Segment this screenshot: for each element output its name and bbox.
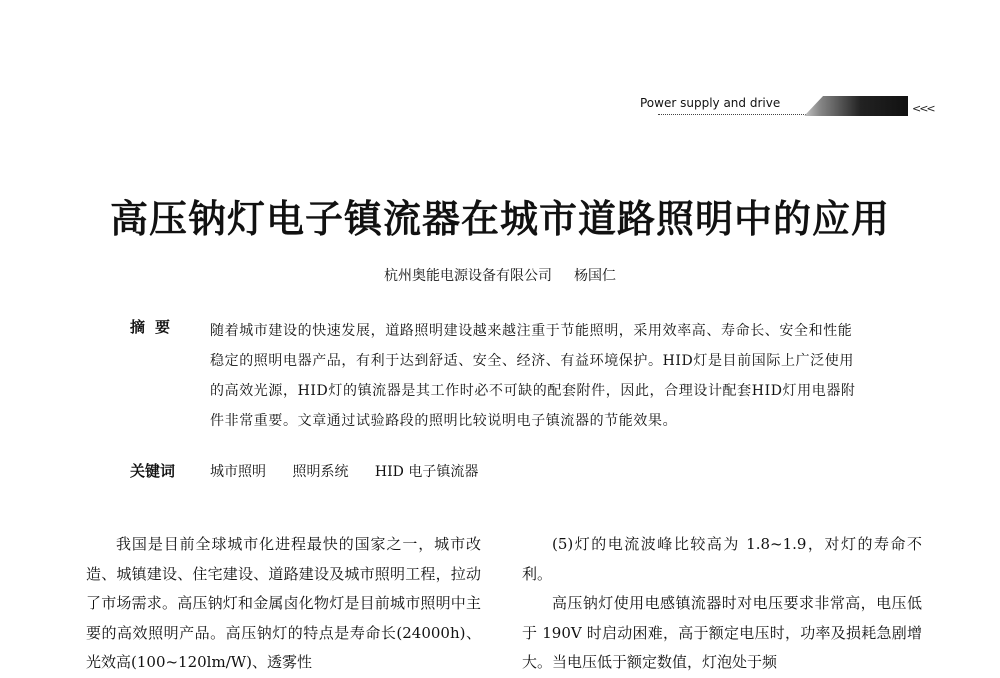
header-decorative-band — [790, 96, 908, 116]
page-header — [640, 96, 950, 122]
chevron-left-icon: <<< — [912, 102, 934, 115]
keyword: 照明系统 — [292, 464, 349, 480]
section-label: Power supply and drive — [640, 96, 781, 110]
body-column-right — [522, 530, 922, 678]
header-dotted-rule — [658, 114, 828, 115]
keyword: 城市照明 — [210, 464, 266, 480]
author-line — [0, 265, 1000, 285]
keywords-list — [210, 461, 500, 481]
article-title: 高压钠灯电子镇流器在城市道路照明中的应用 — [109, 197, 890, 241]
abstract-label: 摘要 — [130, 318, 181, 336]
body-paragraph: (5)灯的电流波峰比较高为 1.8~1.9，对灯的寿命不利。 — [522, 535, 922, 583]
keyword: HID 电子镇流器 — [374, 464, 479, 480]
author-name: 杨国仁 — [574, 268, 616, 284]
body-paragraph: 高压钠灯使用电感镇流器时对电压要求非常高，电压低于 190V 时启动困难，高于额定电压时，功率及损耗急剧增大。当电压低于额定数值，灯泡处于频 — [522, 594, 922, 671]
affiliation: 杭州奥能电源设备有限公司 — [384, 268, 552, 284]
body-column-left — [86, 530, 481, 678]
keywords-label: 关键词 — [130, 462, 176, 480]
abstract-text: 随着城市建设的快速发展，道路照明建设越来越注重于节能照明，采用效率高、寿命长、安全和性能稳定的照明电器产品，有利于达到舒适、安全、经济、有益环境保护。HID灯是目前国际上广泛使用的高效光源，HID灯的镇流器是其工作时必不可缺的配套附件，因此，合理设计配套HID灯用电器附件非常重要。文章通过试验路段的照明比较说明电子镇流器的节能效果。 — [210, 323, 856, 429]
body-paragraph: 我国是目前全球城市化进程最快的国家之一，城市改造、城镇建设、住宅建设、道路建设及城市照明工程，拉动了市场需求。高压钠灯和金属卤化物灯是目前城市照明中主要的高效照明产品。高压钠灯的特点是寿命长(24000h)、光效高(100~120lm/W)、透雾性 — [86, 535, 481, 671]
